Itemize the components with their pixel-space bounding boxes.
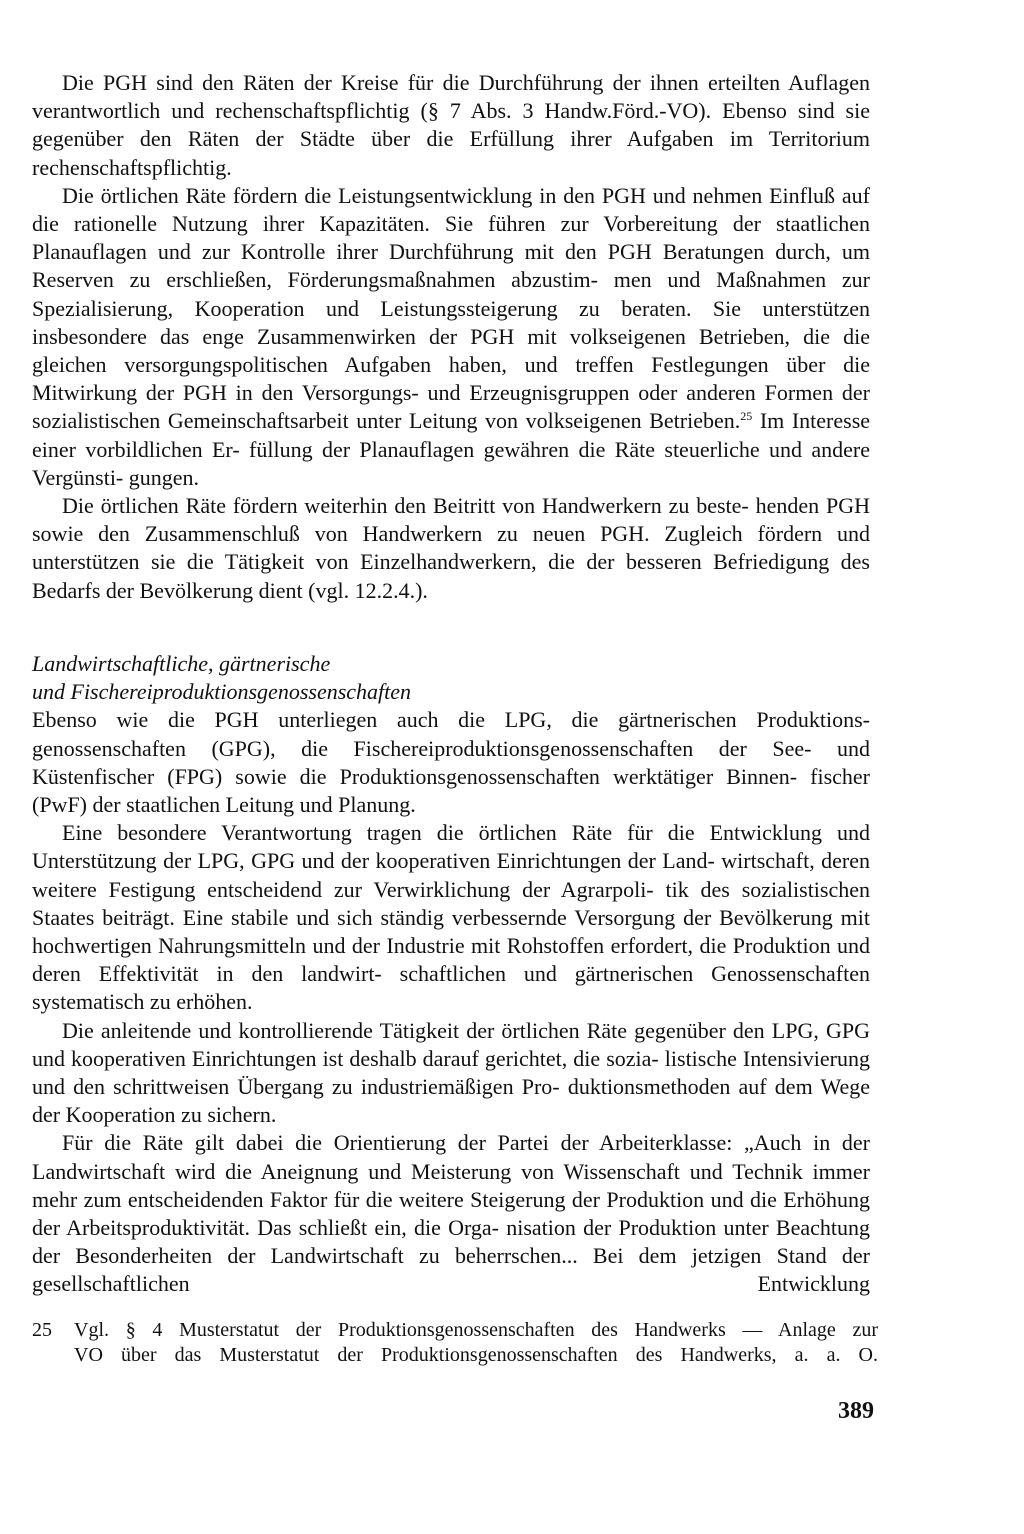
body-text-lpg — [32, 650, 870, 1299]
text-line: wirtschaft, deren weitere Festigung entscheidend zur Verwirklichung der Agrarpoli- — [32, 848, 871, 902]
text-line: tik des sozialistischen Staates beiträgt. Eine stabile und sich ständig verbessernde — [32, 876, 871, 930]
text-line: Küstenfischer (FPG) sowie die Produktionsgenossenschaften werktätiger Binnen- — [32, 763, 798, 789]
text-line: Technik immer mehr zum entscheidenden Faktor für die weitere Steigerung der — [32, 1158, 870, 1212]
footnote-line: VO über das Musterstatut der Produktionsgenossenschaften des Handwerks, a. a. O. — [74, 1344, 878, 1366]
text-line: Für die Räte gilt dabei die Orientierung der Partei der Arbeiterklasse: „Auch — [62, 1130, 802, 1156]
footnote-line: Vgl. § 4 Musterstatut der Produktionsgenossenschaften des Handwerks — Anlage zur — [74, 1319, 878, 1341]
text-line: volkseigenen Betrieben, die die gleichen versorgungspolitischen Aufgaben haben, — [32, 323, 871, 378]
text-fragment: Im Interesse einer vorbildlichen Er- — [32, 408, 871, 462]
paragraph — [32, 706, 870, 819]
text-line: Auflagen verantwortlich und rechenschaftspflichtig (§ 7 Abs. 3 Handw.Förd.-VO). — [32, 70, 870, 124]
heading-line: Landwirtschaftliche, gärtnerische — [32, 651, 331, 676]
text-line: Ebenso sind sie gegenüber den Räten der Städte über die Erfüllung ihrer Aufgaben — [32, 98, 870, 152]
text-line: Produktion und die Erhöhung der Arbeitsproduktivität. Das schließt ein, die Orga- — [32, 1186, 871, 1241]
body-text-pgh — [32, 69, 870, 605]
page-number: 389 — [838, 1398, 874, 1424]
text-line: Die PGH sind den Räten der Kreise für die Durchführung der ihnen erteilten — [62, 70, 781, 95]
text-line: Ebenso wie die PGH unterliegen auch die LPG, die gärtnerischen Produktions- — [32, 707, 870, 733]
footnote-reference: 25 — [740, 409, 753, 424]
paragraph — [32, 492, 870, 605]
text-line: LPG, GPG und kooperativen Einrichtungen ist deshalb darauf gerichtet, die sozia- — [32, 1017, 870, 1071]
text-line: Einfluß auf die rationelle Nutzung ihrer Kapazitäten. Sie führen zur Vorbereitung — [32, 182, 870, 237]
text-line: Eine besondere Verantwortung tragen die örtlichen Räte für die Entwicklung — [62, 820, 823, 846]
text-line: schaftlichen und gärtnerischen Genossenschaften systematisch zu erhöhen. — [32, 961, 870, 1015]
text-line: gungen. — [128, 464, 200, 490]
section-heading — [32, 650, 870, 706]
text-line: fischer (PwF) der staatlichen Leitung und Planung. — [32, 763, 870, 818]
footnote — [32, 1318, 878, 1368]
text-line: Die örtlichen Räte fördern weiterhin den Beitritt von Handwerkern zu beste- — [62, 493, 749, 519]
text-line: und Unterstützung der LPG, GPG und der kooperativen Einrichtungen der Land- — [32, 820, 870, 874]
text-line: nisation der Produktion unter Beachtung der Besonderheiten der Landwirtschaft — [32, 1215, 870, 1269]
paragraph — [32, 69, 870, 182]
footnote-text — [74, 1318, 878, 1368]
text-line: im Territorium rechenschaftspflichtig. — [32, 126, 871, 180]
text-line: Die örtlichen Räte fördern die Leistungsentwicklung in den PGH und nehmen — [62, 182, 763, 208]
text-line: Die anleitende und kontrollierende Tätigkeit der örtlichen Räte gegenüber den — [62, 1017, 765, 1043]
text-line: listische Intensivierung und den schrittweisen Übergang zu industriemäßigen Pro- — [32, 1045, 870, 1100]
text-line: genossenschaften (GPG), die Fischereiproduktionsgenossenschaften der See- und — [32, 735, 870, 761]
text-line: henden PGH sowie den Zusammenschluß von Handwerkern zu neuen PGH. — [32, 493, 871, 547]
text-line: Beratungen durch, um Reserven zu erschließen, Förderungsmaßnahmen abzustim- — [32, 239, 871, 293]
text-line: Versorgung der Bevölkerung mit hochwertigen Nahrungsmitteln und der Industrie — [32, 904, 870, 959]
paragraph — [32, 1017, 870, 1130]
text-line: duktionsmethoden auf dem Wege der Kooperation zu sichern. — [32, 1074, 870, 1128]
text-line: füllung der Planauflagen gewähren die Räte steuerliche und andere Vergünsti- — [32, 436, 871, 490]
text-line: zu beraten. Sie unterstützen insbesondere das enge Zusammenwirken der PGH mit — [32, 295, 870, 349]
text-line: Erzeugnisgruppen oder anderen Formen der sozialistischen Gemeinschaftsarbeit — [32, 380, 870, 434]
text-line: zu beherrschen... Bei dem jetzigen Stand der gesellschaftlichen Entwicklung — [32, 1243, 870, 1297]
paragraph — [32, 182, 870, 492]
heading-line: und Fischereiproduktionsgenossenschaften — [32, 679, 412, 705]
text-line: mit Rohstoffen erfordert, die Produktion und deren Effektivität in den landwirt- — [32, 933, 870, 987]
text-line: in der Landwirtschaft wird die Aneignung und Meisterung von Wissenschaft und — [32, 1130, 871, 1184]
text-line: Zugleich fördern und unterstützen sie die Tätigkeit von Einzelhandwerkern, die — [32, 521, 871, 575]
text-fragment: unter Leitung von volkseigenen Betrieben. — [356, 408, 741, 434]
text-line: men und Maßnahmen zur Spezialisierung, Kooperation und Leistungssteigerung — [32, 267, 871, 321]
paragraph — [32, 819, 870, 1016]
paragraph — [32, 1129, 870, 1298]
footnote-number: 25 — [32, 1319, 52, 1341]
text-line: der staatlichen Planauflagen und zur Kontrolle ihrer Durchführung mit den PGH — [32, 211, 871, 265]
text-line: und treffen Festlegungen über die Mitwirkung der PGH in den Versorgungs- und — [32, 352, 870, 406]
text-line: der besseren Befriedigung des Bedarfs der Bevölkerung dient (vgl. 12.2.4.). — [32, 549, 870, 603]
